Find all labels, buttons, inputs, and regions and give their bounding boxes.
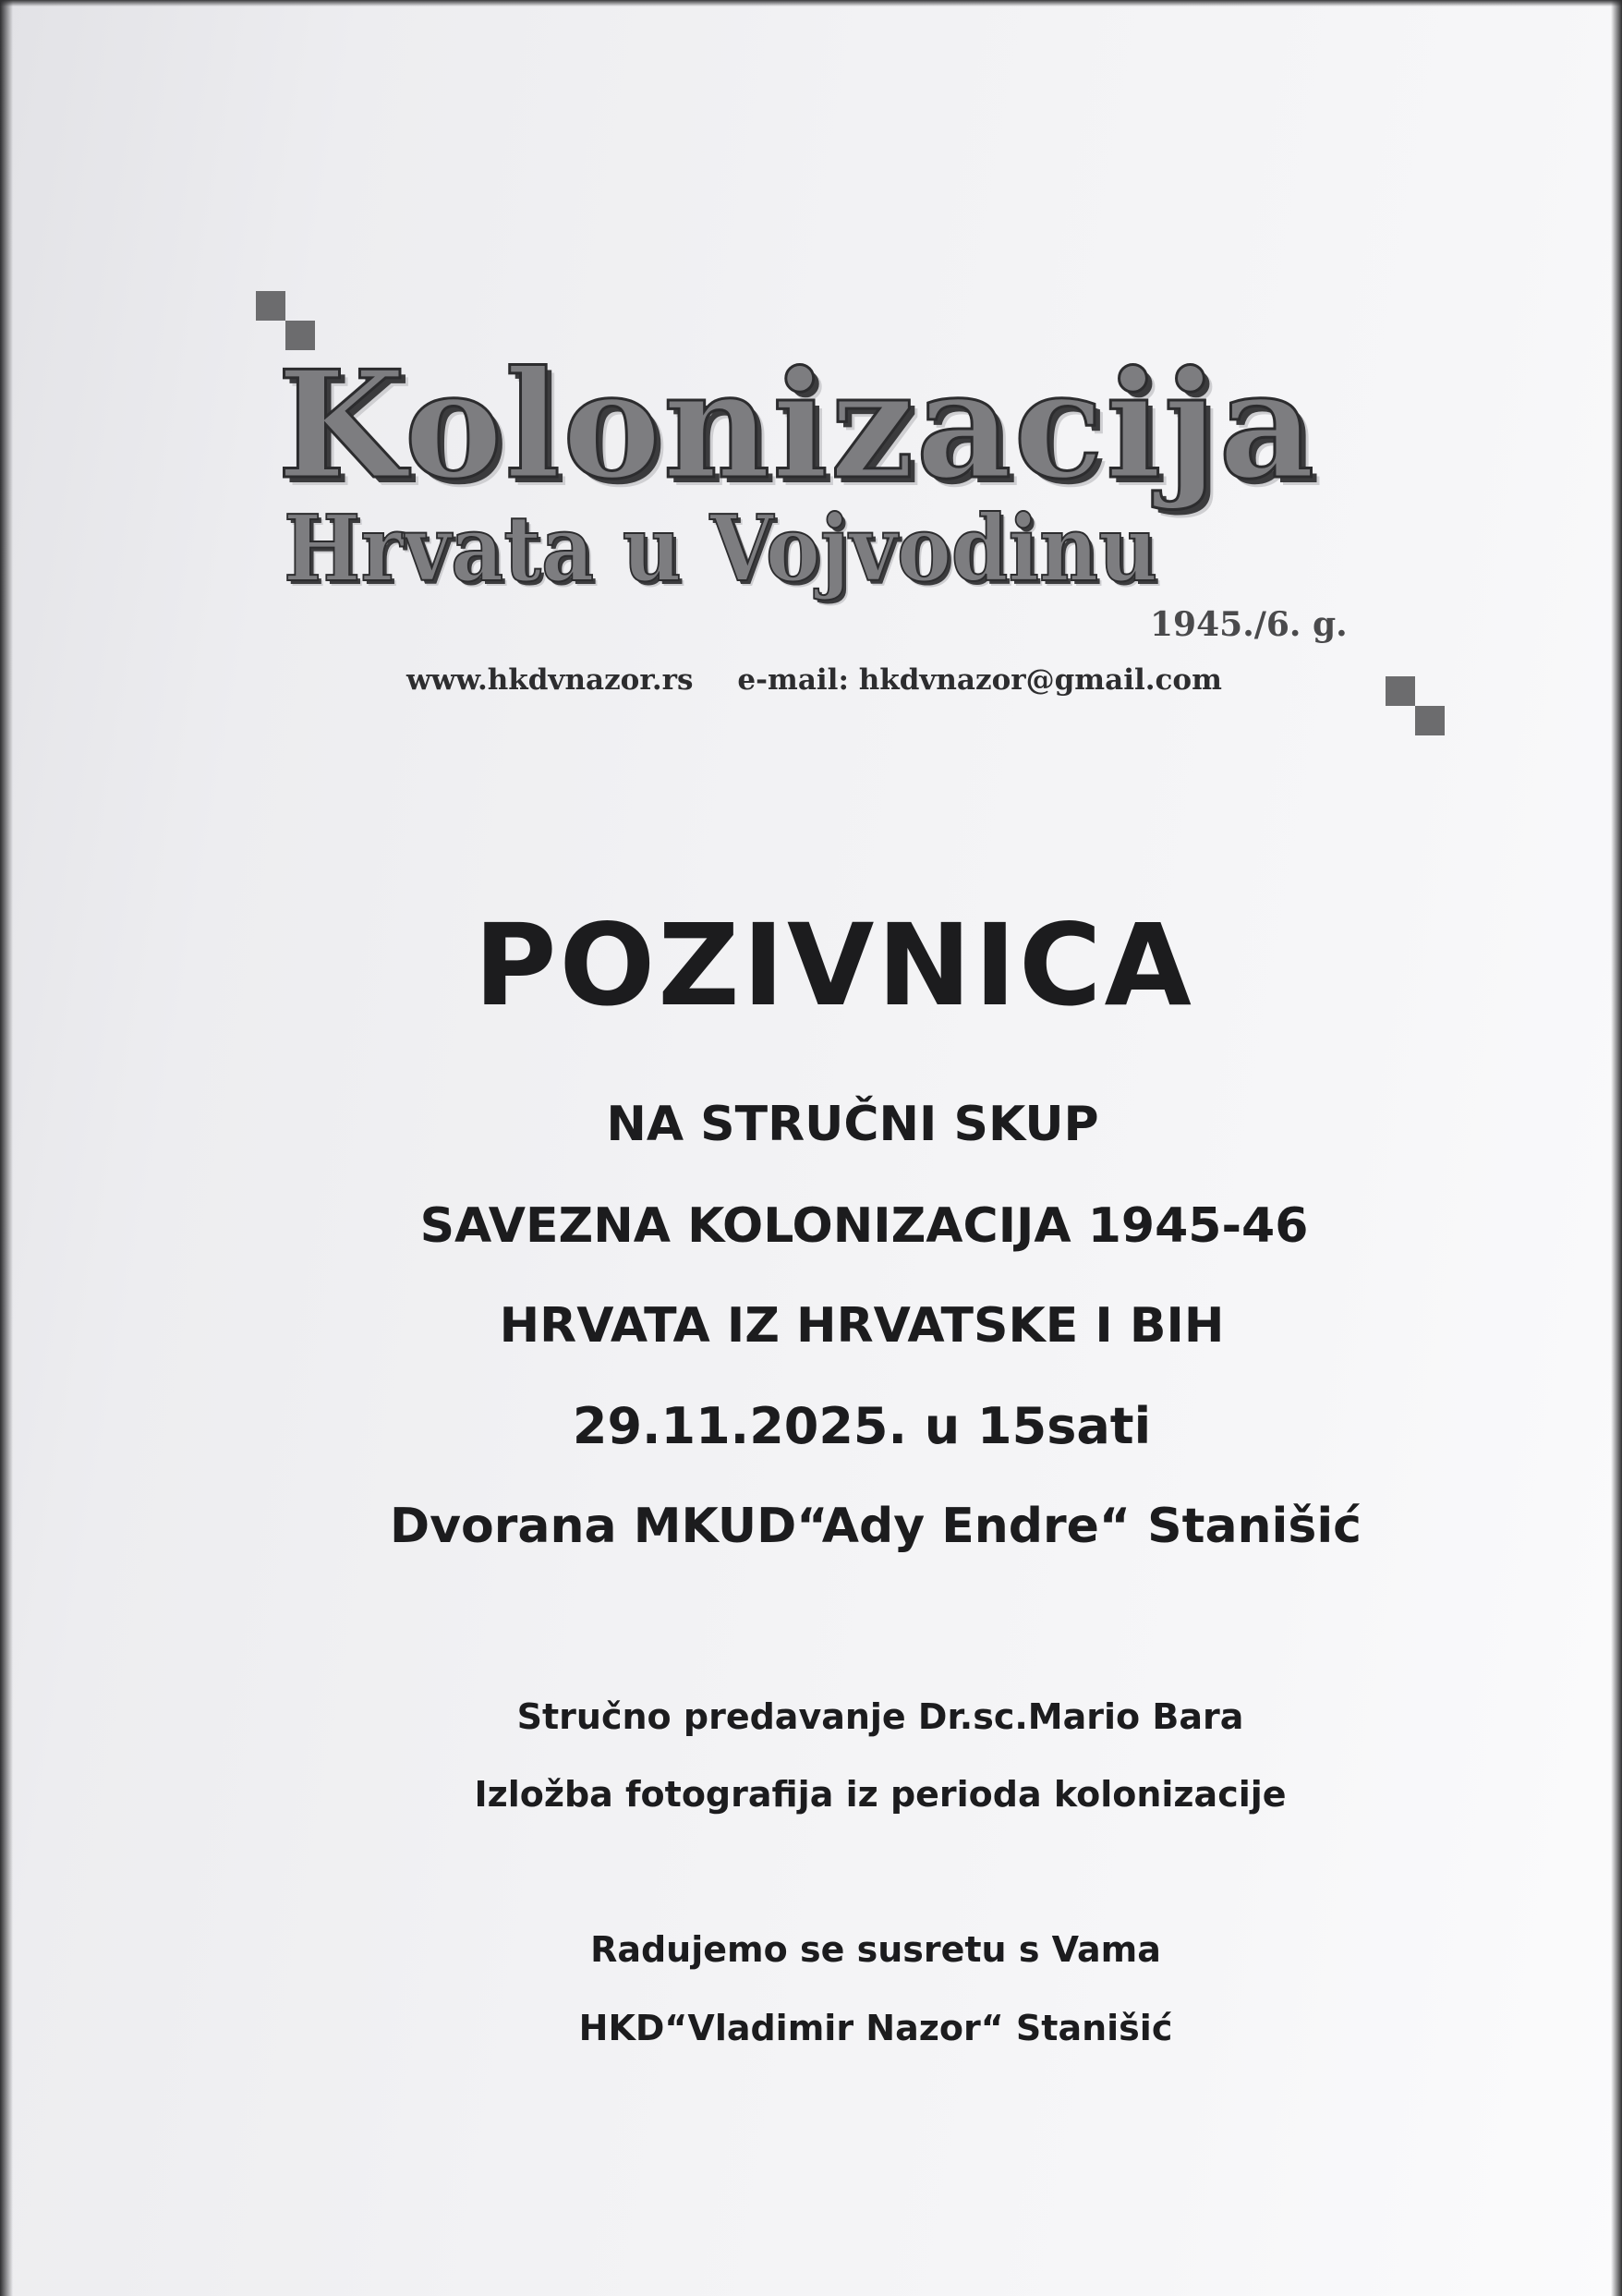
event-title-line: SAVEZNA KOLONIZACIJA 1945-46	[419, 1198, 1309, 1254]
logo-year: 1945./6. g.	[1150, 605, 1348, 644]
logo-title: Kolonizacija	[277, 338, 1317, 512]
contact-line	[406, 663, 1367, 697]
event-title-line: HRVATA IZ HRVATSKE I BIH	[499, 1298, 1225, 1354]
photo-top-edge	[0, 0, 1622, 6]
email-link[interactable]: e-mail: hkdvnazor@gmail.com	[737, 663, 1222, 697]
signature: HKD“Vladimir Nazor“ Stanišić	[578, 2008, 1173, 2048]
logo-subtitle: Hrvata u Vojvodinu	[284, 496, 1158, 602]
invitation-heading: POZIVNICA	[474, 900, 1194, 1031]
event-line: NA STRUČNI SKUP	[606, 1097, 1099, 1152]
program-item: Stručno predavanje Dr.sc.Mario Bara	[516, 1696, 1244, 1737]
logo-square-icon	[256, 291, 285, 321]
program-item: Izložba fotografija iz perioda kolonizacije	[474, 1774, 1287, 1815]
logo-square-icon	[1386, 676, 1415, 706]
website-link[interactable]: www.hkdvnazor.rs	[406, 663, 694, 697]
event-date: 29.11.2025. u 15sati	[572, 1397, 1152, 1455]
closing-text: Radujemo se susretu s Vama	[590, 1929, 1161, 1970]
event-venue: Dvorana MKUD“Ady Endre“ Stanišić	[390, 1499, 1362, 1554]
logo-square-icon	[1415, 706, 1445, 735]
